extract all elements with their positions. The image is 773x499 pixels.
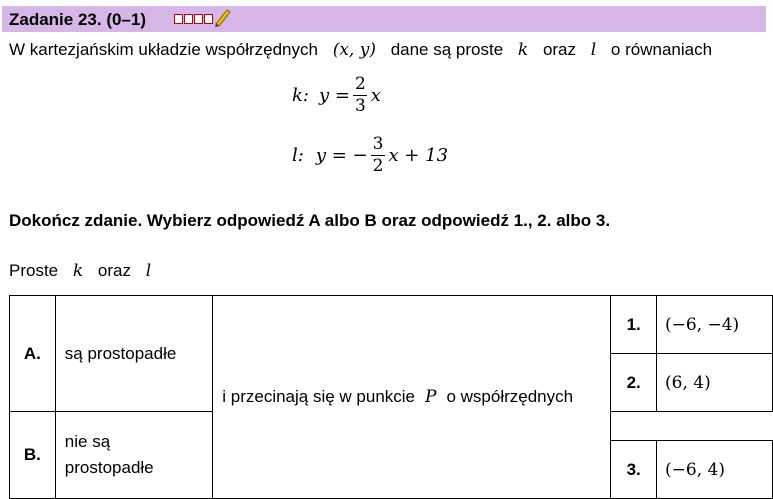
line-l-symbol: l <box>590 40 597 60</box>
option-number-2[interactable]: 2. <box>611 354 657 412</box>
equation-lhs: y = − <box>315 145 368 166</box>
score-box <box>184 14 193 24</box>
scoring-boxes <box>174 14 214 26</box>
fraction <box>353 76 368 115</box>
intro-part: W kartezjańskim układzie współrzędnych <box>9 40 318 59</box>
option-number-3[interactable]: 3. <box>611 441 657 499</box>
instruction-text: Dokończ zdanie. Wybierz odpowiedź A albo B oraz odpowiedź 1., 2. albo 3. <box>9 211 611 230</box>
middle-clause <box>213 296 611 499</box>
option-b-text[interactable] <box>55 412 212 499</box>
point-p-symbol: P <box>425 387 437 407</box>
option-1-value[interactable]: (−6, −4) <box>657 296 773 354</box>
equation-label: k: <box>292 85 309 106</box>
middle-part: o współrzędnych <box>446 387 574 406</box>
coords-xy: (x, y) <box>332 40 376 60</box>
equation-label: l: <box>292 145 304 166</box>
intro-part: dane są proste <box>390 40 504 59</box>
intro-part: o równaniach <box>610 40 713 59</box>
numerator: 3 <box>372 134 384 154</box>
option-letter-a[interactable]: A. <box>10 296 56 412</box>
intro-part: oraz <box>542 40 577 59</box>
option-number-1[interactable]: 1. <box>611 296 657 354</box>
option-b-line: nie są <box>64 432 111 451</box>
score-box <box>204 14 213 24</box>
numerator: 2 <box>354 74 366 94</box>
option-2-value[interactable]: (6, 4) <box>657 354 773 412</box>
equation-k <box>292 76 381 115</box>
equation-lhs: y = <box>318 85 350 106</box>
equation-tail: x + 13 <box>388 145 449 166</box>
score-box <box>194 14 203 24</box>
denominator: 3 <box>354 96 366 116</box>
fraction <box>371 136 386 175</box>
score-box <box>174 14 183 24</box>
task-header <box>2 6 766 32</box>
line-l-symbol: l <box>145 261 152 281</box>
intro-text <box>9 40 712 60</box>
question-stem <box>9 261 151 281</box>
pencil-icon <box>213 7 231 27</box>
option-3-value[interactable]: (−6, 4) <box>657 441 773 499</box>
option-a-text[interactable]: są prostopadłe <box>55 296 212 412</box>
middle-part: i przecinają się w punkcie <box>222 387 416 406</box>
task-title: Zadanie 23. (0–1) <box>9 10 147 29</box>
option-b-line: prostopadłe <box>64 458 154 477</box>
stem-part: oraz <box>97 261 131 280</box>
line-k-symbol: k <box>72 261 84 281</box>
answer-table <box>9 295 773 499</box>
equation-tail: x <box>370 85 381 106</box>
line-k-symbol: k <box>517 40 529 60</box>
stem-part: Proste <box>9 261 59 280</box>
denominator: 2 <box>372 156 384 176</box>
option-letter-b[interactable]: B. <box>10 412 56 499</box>
equation-l <box>292 136 448 175</box>
